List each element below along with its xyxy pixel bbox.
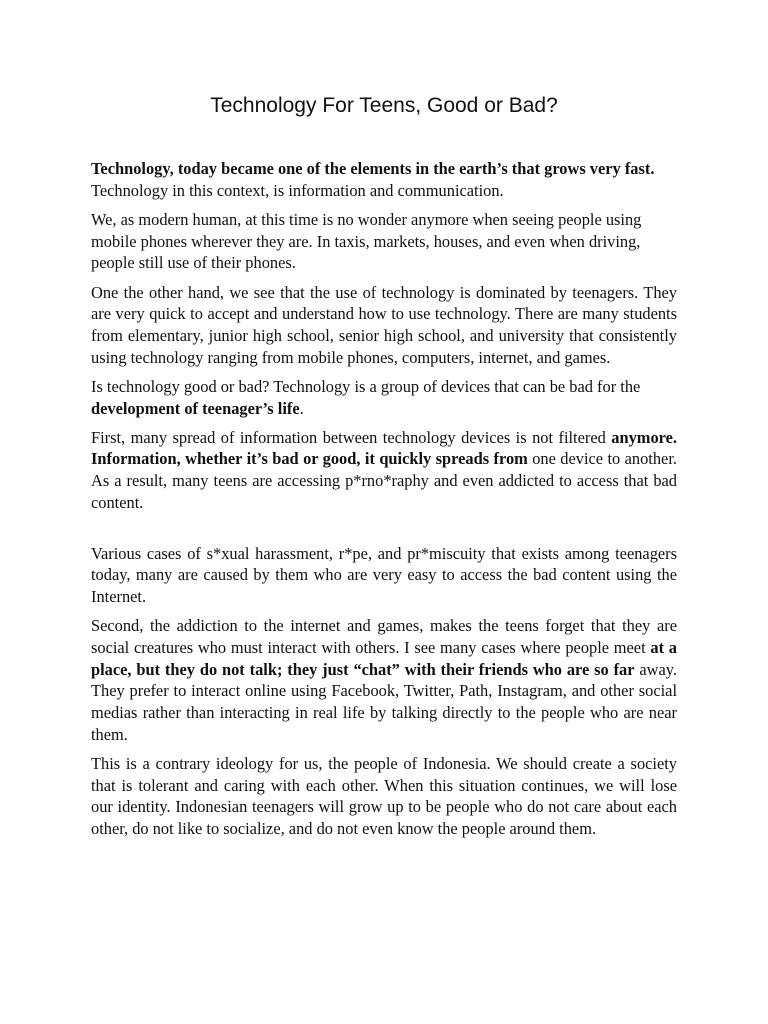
- paragraph-5-bold-text: anymore. Information, whether it’s bad or good, it quickly spreads from: [91, 427, 677, 469]
- paragraph-2: We, as modern human, at this time is no wonder anymore when seeing people using mobile phones wherever they are. In taxis, markets, houses, and even when driving, people still use of their phones.: [91, 209, 642, 273]
- paragraph-7-bold-text: at a place, but they do not talk; they just “chat” with their friends who are so far: [91, 637, 677, 679]
- paragraph-3: One the other hand, we see that the use of technology is dominated by teenagers. They are very quick to accept and understand how to use technology. There are many students from elementary, junior high school, senior high school, and university that consistently using technology ranging from mobile phones, computers, internet, and games.: [91, 282, 677, 367]
- paragraph-1: [91, 158, 677, 201]
- paragraph-4: [91, 376, 677, 419]
- paragraph-7: [91, 615, 677, 745]
- document-body: [91, 158, 677, 847]
- paragraph-5: [91, 427, 677, 514]
- paragraph-7-end: away. They prefer to interact online using Facebook, Twitter, Path, Instagram, and other social medias rather than interacting in real life by talking directly to the people who are near them.: [91, 659, 677, 744]
- paragraph-1-bold-text: Technology, today became one of the elements in the earth’s that grows very fast.: [91, 159, 655, 178]
- paragraph-5-text: First, many spread of information between technology devices is not filtered: [91, 427, 612, 447]
- paragraph-5-end: one device to another. As a result, many teens are accessing p*rno*raphy and even addicted to access that bad content.: [91, 449, 677, 512]
- paragraph-4-bold-text: development of teenager’s life: [91, 398, 300, 418]
- paragraph-8: This is a contrary ideology for us, the people of Indonesia. We should create a society that is tolerant and caring with each other. When this situation continues, we will lose our identity. Indonesian teenagers will grow up to be people who do not care about each other, do not like to socialize, and do not even know the people around them.: [91, 753, 677, 838]
- document-title: Technology For Teens, Good or Bad?: [210, 94, 558, 117]
- paragraph-6: Various cases of s*xual harassment, r*pe, and pr*miscuity that exists among teenagers today, many are caused by them who are very easy to access the bad content using the Internet.: [91, 543, 677, 606]
- paragraph-4-end: .: [299, 398, 304, 418]
- paragraph-7-text: Second, the addiction to the internet and games, makes the teens forget that they are social creatures who must interact with others. I see many cases where people meet: [91, 616, 677, 657]
- paragraph-4-text: Is technology good or bad? Technology is a group of devices that can be bad for the: [91, 376, 641, 396]
- paragraph-1-text: Technology in this context, is information and communication.: [91, 180, 504, 200]
